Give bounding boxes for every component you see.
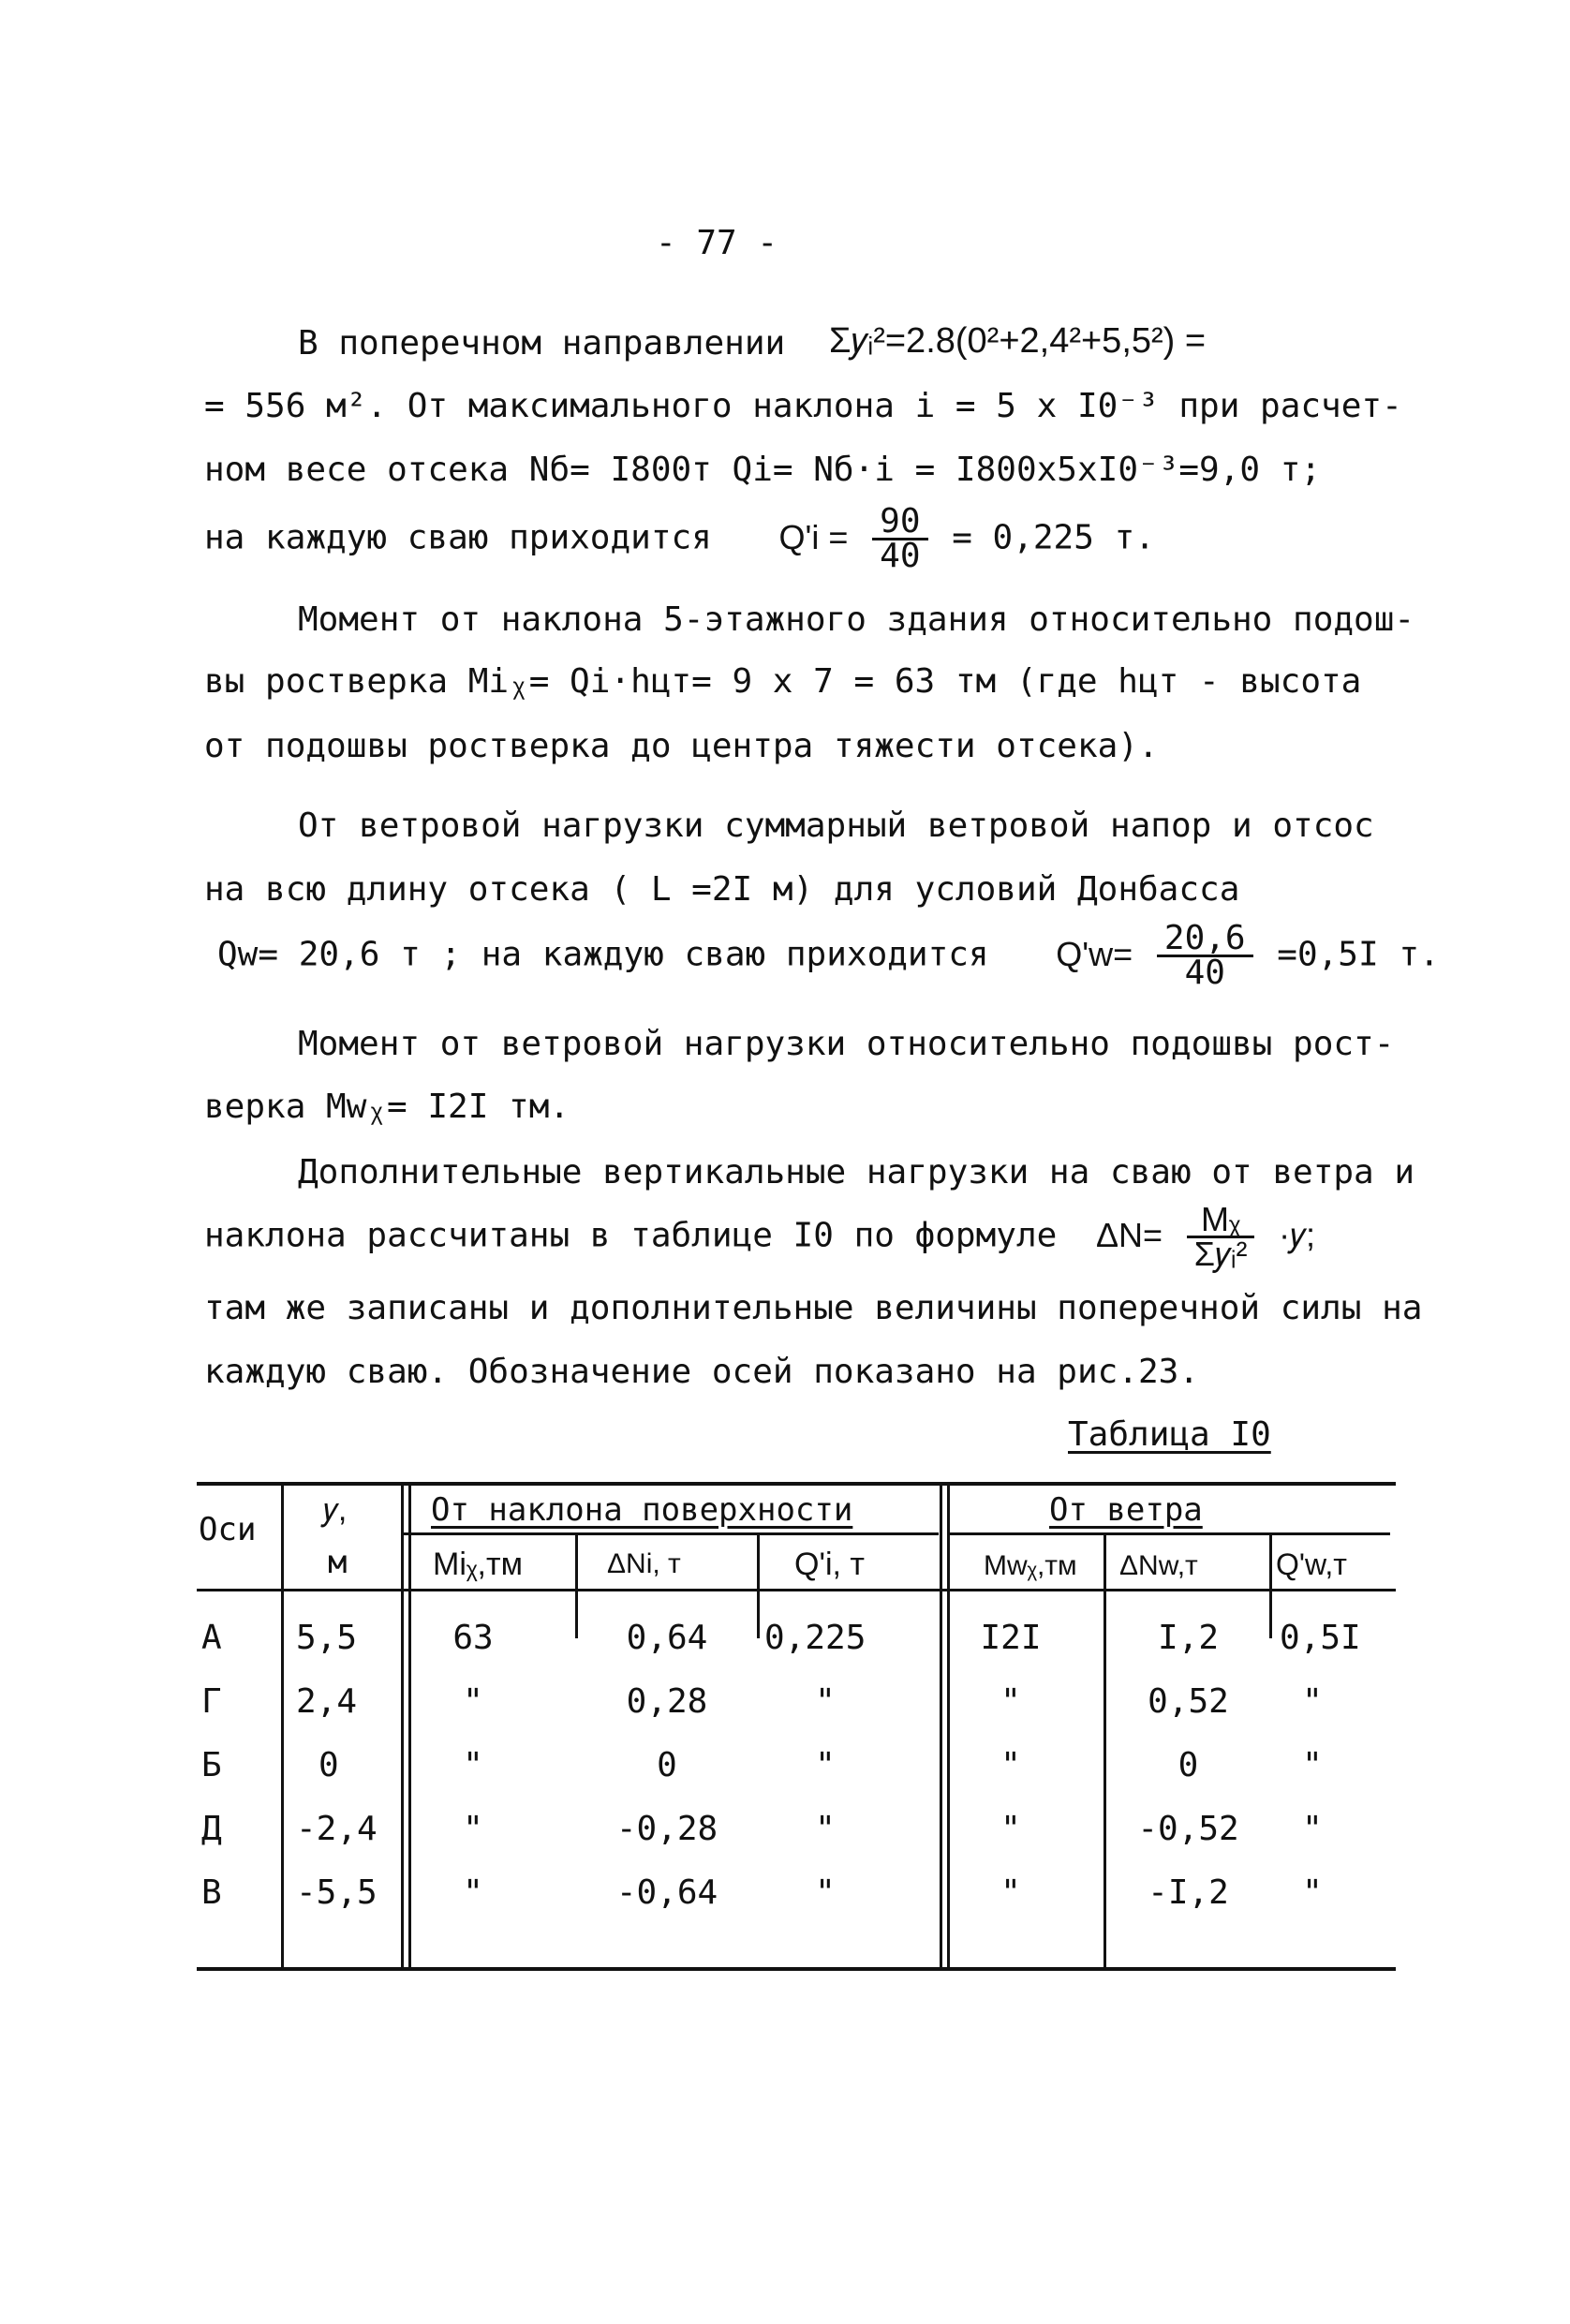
- cell-mi: ": [463, 1746, 483, 1784]
- cell-mw: ": [1000, 1810, 1021, 1848]
- cell-dnw: -I,2: [1148, 1873, 1229, 1912]
- cell-y: -5,5: [296, 1873, 378, 1912]
- cell-axis: Д: [201, 1810, 222, 1848]
- p3-line2: на всю длину отсека ( L =2I м) для условий Донбасса: [204, 870, 1240, 909]
- cell-qi: ": [815, 1746, 836, 1784]
- p3-line3-text: Qw= 20,6 т ; на каждую сваю приходится: [217, 935, 989, 974]
- cell-axis: В: [201, 1873, 222, 1912]
- header-group-wind: От ветра: [1049, 1491, 1203, 1529]
- cell-qi: ": [815, 1682, 836, 1721]
- p5-line2-lhs: ΔN=: [1096, 1215, 1163, 1254]
- header-qi: Q'i, т: [794, 1547, 865, 1582]
- page-number: - 77 -: [656, 224, 778, 262]
- p5-line2-numerator: Mᵪ: [1187, 1204, 1255, 1238]
- cell-dni: 0,64: [626, 1619, 708, 1657]
- p5-line2-denominator: Σ𝑦ᵢ²: [1193, 1235, 1248, 1273]
- cell-dnw: 0,52: [1148, 1682, 1229, 1721]
- p1-line4-numerator: 90: [872, 506, 927, 540]
- p5-line2-fraction: [1187, 1200, 1255, 1273]
- p3-line3-denominator: 40: [1184, 954, 1225, 992]
- table-caption: Таблица I0: [1068, 1415, 1271, 1454]
- p1-line4-result: = 0,225 т.: [952, 518, 1155, 557]
- p1-line4: [204, 502, 1155, 575]
- header-dnw: ΔNw,т: [1119, 1550, 1198, 1581]
- col-divider-5a: [940, 1484, 942, 1969]
- p1-line1a: В поперечном направлении: [298, 324, 786, 363]
- p4-line2: верка Mwᵪ= I2I тм.: [204, 1088, 570, 1126]
- cell-mw: ": [1000, 1682, 1021, 1721]
- p2-line2: вы ростверка Miᵪ= Qi·hцт= 9 x 7 = 63 тм (где hцт - высота: [204, 662, 1362, 701]
- cell-mw: ": [1000, 1746, 1021, 1784]
- p3-line3-q: Q'w=: [1056, 934, 1133, 973]
- cell-mi: 63: [452, 1619, 494, 1657]
- p1-line4-text: на каждую сваю приходится: [204, 518, 712, 557]
- header-mi: Miᵪ,тм: [433, 1547, 523, 1582]
- table-top-rule: [197, 1482, 1396, 1486]
- p1-line4-q: Q'i =: [778, 517, 849, 556]
- col-divider-2b: [408, 1484, 411, 1969]
- p3-line3-numerator: 20,6: [1157, 923, 1253, 957]
- cell-qi: ": [815, 1810, 836, 1848]
- cell-mw: ": [1000, 1873, 1021, 1912]
- p3-line3: [217, 919, 1440, 992]
- p5-line2-result: ·𝑦;: [1279, 1215, 1315, 1254]
- p5-line1: Дополнительные вертикальные нагрузки на сваю от ветра и: [298, 1153, 1415, 1192]
- cell-y: 0: [318, 1746, 339, 1784]
- cell-axis: Г: [201, 1682, 222, 1721]
- cell-mi: ": [463, 1873, 483, 1912]
- header-mw: Mwᵪ,тм: [984, 1550, 1077, 1581]
- cell-qw: ": [1302, 1746, 1323, 1784]
- p2-line1: Момент от наклона 5-этажного здания относительно подош-: [298, 600, 1415, 639]
- cell-mi: ": [463, 1810, 483, 1848]
- p5-line3: там же записаны и дополнительные величины поперечной силы на: [204, 1289, 1423, 1327]
- p5-line2-text: наклона рассчитаны в таблице I0 по формуле: [204, 1216, 1058, 1255]
- header-axes: Оси: [199, 1511, 257, 1548]
- cell-axis: Б: [201, 1746, 222, 1784]
- p4-line1: Момент от ветровой нагрузки относительно подошвы рост-: [298, 1025, 1395, 1063]
- header-y-top: 𝑦,: [323, 1492, 348, 1528]
- cell-qw: ": [1302, 1810, 1323, 1848]
- p5-line4: каждую сваю. Обозначение осей показано на рис.23.: [204, 1353, 1200, 1391]
- cell-qw: ": [1302, 1873, 1323, 1912]
- table-bottom-rule: [197, 1967, 1396, 1971]
- p3-line3-fraction: [1157, 919, 1253, 992]
- header-dni: ΔNi, т: [607, 1548, 681, 1579]
- cell-axis: А: [201, 1619, 222, 1657]
- p5-line2: [204, 1200, 1315, 1273]
- cell-dni: 0,28: [626, 1682, 708, 1721]
- p2-line3: от подошвы ростверка до центра тяжести отсека).: [204, 727, 1159, 765]
- p3-line3-result: =0,5I т.: [1277, 935, 1440, 974]
- cell-qi: 0,225: [764, 1619, 866, 1657]
- cell-mi: ": [463, 1682, 483, 1721]
- cell-dnw: I,2: [1157, 1619, 1220, 1657]
- cell-dni: -0,28: [615, 1810, 718, 1848]
- col-divider-4: [757, 1533, 760, 1638]
- p3-line1: От ветровой нагрузки суммарный ветровой напор и отсос: [298, 807, 1374, 845]
- p1-line1b-formula: Σ𝑦ᵢ²=2.8(0²+2,4²+5,5²) =: [829, 321, 1207, 361]
- group2-rule: [948, 1532, 1390, 1535]
- p1-line3: ном весе отсека Nб= I800т Qi= Nб·i = I800x5xI0⁻³=9,0 т;: [204, 451, 1322, 489]
- cell-y: 5,5: [296, 1619, 358, 1657]
- header-group-tilt: От наклона поверхности: [431, 1491, 853, 1529]
- cell-dnw: 0: [1178, 1746, 1199, 1784]
- cell-y: -2,4: [296, 1810, 378, 1848]
- header-y-bottom: м: [328, 1544, 348, 1581]
- cell-qw: 0,5I: [1280, 1619, 1361, 1657]
- cell-qi: ": [815, 1873, 836, 1912]
- cell-mw: I2I: [980, 1619, 1042, 1657]
- p1-line4-denominator: 40: [880, 537, 921, 575]
- group1-rule: [403, 1532, 939, 1535]
- cell-y: 2,4: [296, 1682, 358, 1721]
- cell-qw: ": [1302, 1682, 1323, 1721]
- header-qw: Q'w,т: [1276, 1547, 1347, 1581]
- p1-line4-fraction: [872, 502, 927, 575]
- table-header-rule: [197, 1589, 1396, 1591]
- p1-line2: = 556 м². От максимального наклона i = 5 x I0⁻³ при расчет-: [204, 387, 1402, 425]
- col-divider-2a: [401, 1484, 404, 1969]
- cell-dni: 0: [657, 1746, 677, 1784]
- cell-dnw: -0,52: [1137, 1810, 1239, 1848]
- col-divider-1: [281, 1484, 284, 1969]
- cell-dni: -0,64: [615, 1873, 718, 1912]
